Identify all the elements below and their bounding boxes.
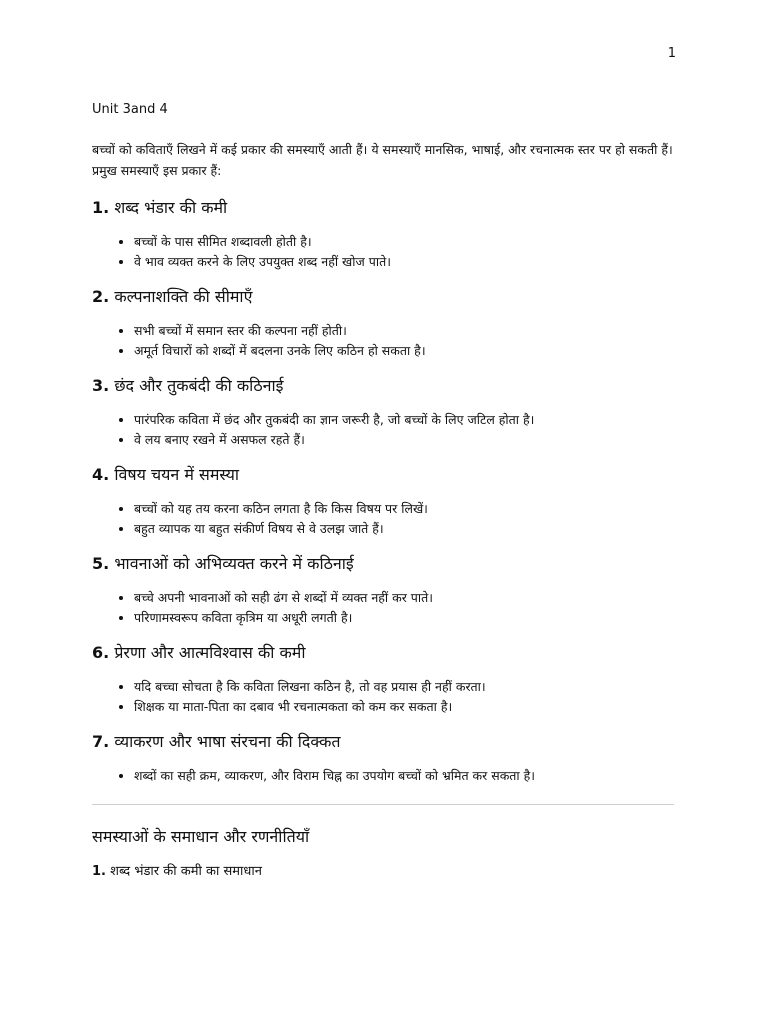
- section-3: [92, 374, 678, 450]
- section-heading: 6. प्रेरणा और आत्मविश्वास की कमी: [92, 643, 306, 662]
- list-item: • परिणामस्वरूप कविता कृत्रिम या अधूरी लगती है।: [134, 608, 678, 628]
- bullet-list: [92, 410, 678, 450]
- list-item: • बच्चों को यह तय करना कठिन लगता है कि किस विषय पर लिखें।: [134, 499, 678, 519]
- bullet-list: [92, 766, 678, 786]
- section-1: [92, 196, 678, 272]
- section-6: [92, 641, 678, 717]
- solution-subheading: 1. शब्द भंडार की कमी का समाधान: [92, 864, 262, 879]
- list-item: • शब्दों का सही क्रम, व्याकरण, और विराम चिह्न का उपयोग बच्चों को भ्रमित कर सकता है।: [134, 766, 678, 786]
- list-item: • वे लय बनाए रखने में असफल रहते हैं।: [134, 430, 678, 450]
- list-item: • पारंपरिक कविता में छंद और तुकबंदी का ज्ञान जरूरी है, जो बच्चों के लिए जटिल होता है।: [134, 410, 678, 430]
- document-body: [92, 102, 678, 879]
- bullet-list: [92, 321, 678, 361]
- section-heading: 2. कल्पनाशक्ति की सीमाएँ: [92, 287, 253, 306]
- page-number: 1: [667, 46, 676, 61]
- list-item: • सभी बच्चों में समान स्तर की कल्पना नहीं होती।: [134, 321, 678, 341]
- bullet-list: [92, 499, 678, 539]
- bullet-list: [92, 588, 678, 628]
- unit-title: Unit 3and 4: [92, 102, 168, 117]
- list-item: • वे भाव व्यक्त करने के लिए उपयुक्त शब्द नहीं खोज पाते।: [134, 252, 678, 272]
- list-item: • यदि बच्चा सोचता है कि कविता लिखना कठिन है, तो वह प्रयास ही नहीं करता।: [134, 677, 678, 697]
- solutions-heading: समस्याओं के समाधान और रणनीतियाँ: [92, 827, 310, 846]
- bullet-list: [92, 677, 678, 717]
- list-item: • बच्चों के पास सीमित शब्दावली होती है।: [134, 232, 678, 252]
- list-item: • बच्चे अपनी भावनाओं को सही ढंग से शब्दों में व्यक्त नहीं कर पाते।: [134, 588, 678, 608]
- section-4: [92, 463, 678, 539]
- section-5: [92, 552, 678, 628]
- section-heading: 3. छंद और तुकबंदी की कठिनाई: [92, 376, 284, 395]
- section-2: [92, 285, 678, 361]
- bullet-list: [92, 232, 678, 272]
- section-heading: 7. व्याकरण और भाषा संरचना की दिक्कत: [92, 732, 341, 751]
- list-item: • अमूर्त विचारों को शब्दों में बदलना उनके लिए कठिन हो सकता है।: [134, 341, 678, 361]
- section-heading: 5. भावनाओं को अभिव्यक्त करने में कठिनाई: [92, 554, 354, 573]
- section-heading: 4. विषय चयन में समस्या: [92, 465, 240, 484]
- list-item: • शिक्षक या माता-पिता का दबाव भी रचनात्मकता को कम कर सकता है।: [134, 697, 678, 717]
- section-heading: 1. शब्द भंडार की कमी: [92, 198, 228, 217]
- list-item: • बहुत व्यापक या बहुत संकीर्ण विषय से वे उलझ जाते हैं।: [134, 519, 678, 539]
- divider: [92, 804, 674, 805]
- section-7: [92, 730, 678, 786]
- intro-paragraph: बच्चों को कविताएँ लिखने में कई प्रकार की समस्याएँ आती हैं। ये समस्याएँ मानसिक, भाषाई, और रचनात्मक स्तर पर हो सकती हैं। प्रमुख समस्याएँ इस प्रकार हैं:: [92, 142, 673, 178]
